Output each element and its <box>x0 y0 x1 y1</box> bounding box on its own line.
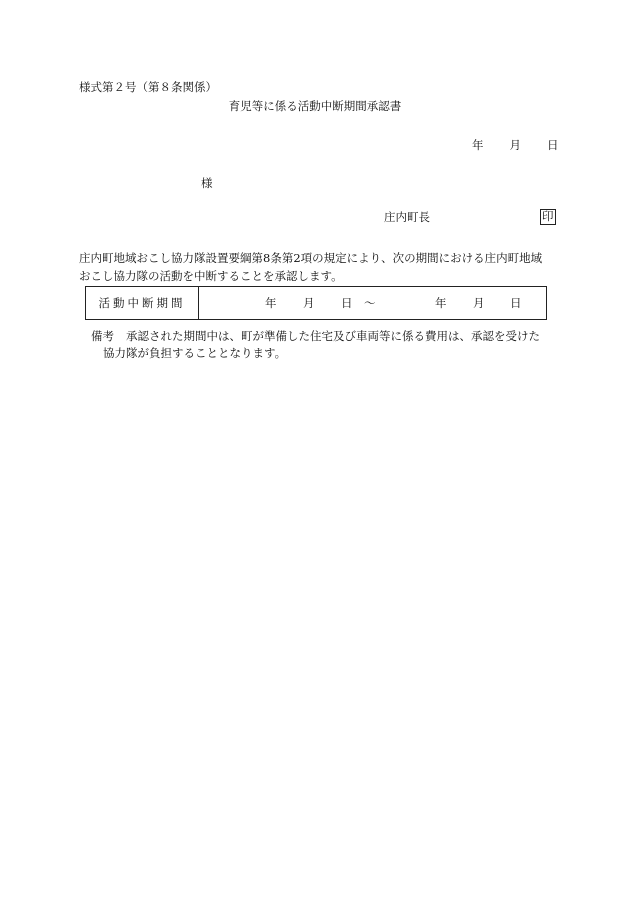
end-month: 月 <box>473 296 485 310</box>
start-year: 年 <box>265 296 277 310</box>
period-value-cell <box>199 287 546 319</box>
start-day: 日 <box>341 296 353 310</box>
remarks-text-1: 承認された期間中は、町が準備した住宅及び車両等に係る費用は、承認を受けた <box>126 329 540 343</box>
form-number: 様式第２号（第８条関係） <box>79 80 217 94</box>
issuer-name: 庄内町長 <box>384 210 430 224</box>
seal-mark: 印 <box>542 209 554 223</box>
period-label: 活動中断期間 <box>86 287 199 319</box>
document-title: 育児等に係る活動中断期間承認書 <box>228 99 402 113</box>
period-separator: ～ <box>364 296 376 310</box>
remarks-line-1 <box>91 328 540 345</box>
end-year: 年 <box>435 296 447 310</box>
remarks-line-2: 協力隊が負担することとなります。 <box>103 346 287 360</box>
remarks-heading: 備考 <box>91 329 114 343</box>
approval-body-text <box>79 249 569 285</box>
date-line <box>472 140 559 152</box>
end-day: 日 <box>510 296 522 310</box>
remarks <box>91 328 540 362</box>
body-line-2: おこし協力隊の活動を中断することを承認します。 <box>79 269 343 283</box>
date-year: 年 <box>472 138 484 152</box>
body-line-1: 庄内町地域おこし協力隊設置要綱第8条第2項の規定により、次の期間における庄内町地域 <box>79 251 543 265</box>
date-day: 日 <box>547 138 559 152</box>
addressee-suffix: 様 <box>201 176 213 190</box>
date-month: 月 <box>509 138 521 152</box>
start-month: 月 <box>303 296 315 310</box>
suspension-period-table <box>85 286 547 320</box>
